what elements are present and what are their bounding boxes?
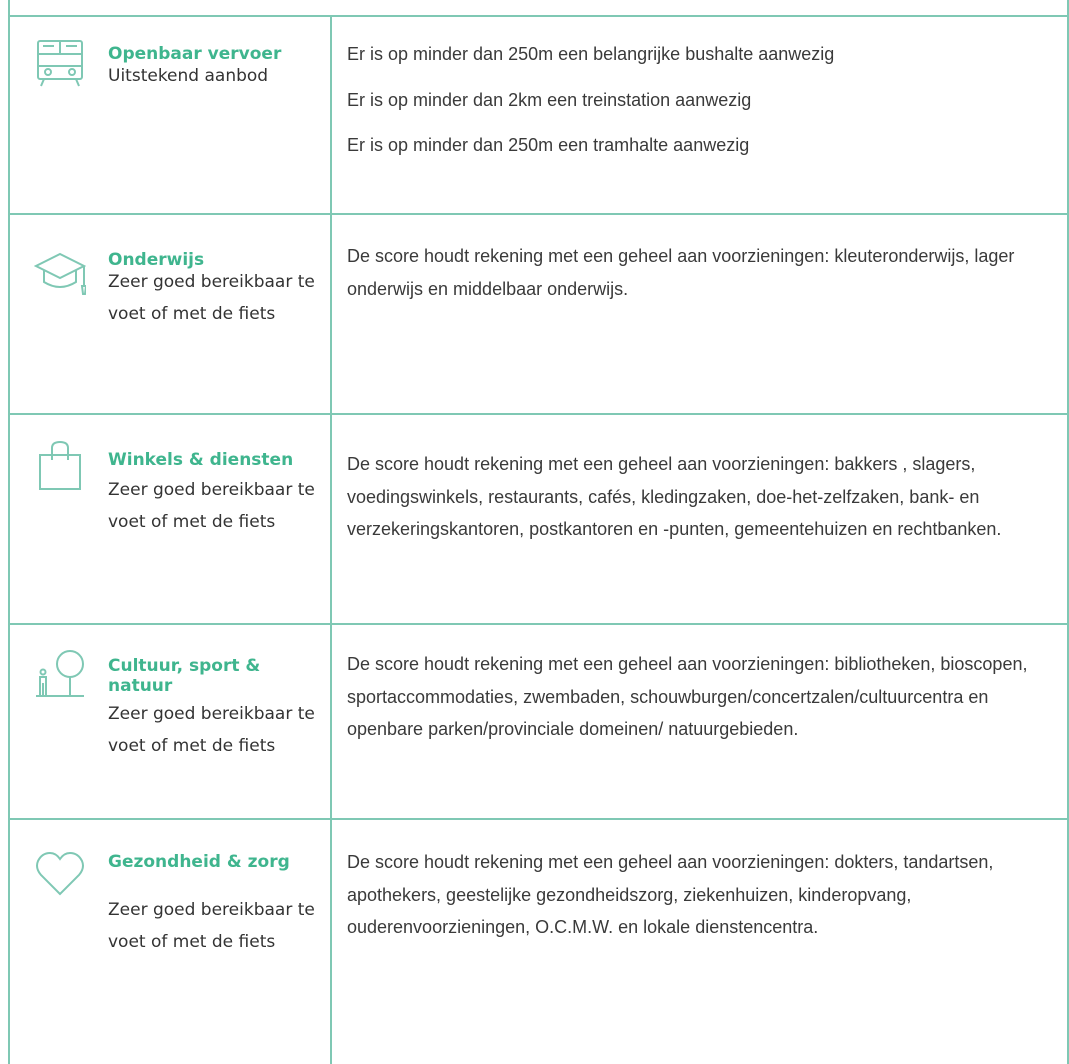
description-line: Er is op minder dan 250m een belangrijke bushalte aanwezig — [347, 44, 835, 64]
category-level: Zeer goed bereikbaar te voet of met de fiets — [108, 272, 315, 324]
heart-icon — [34, 848, 86, 900]
category-title: Winkels & diensten — [108, 450, 294, 470]
category-title: Openbaar vervoer — [108, 44, 282, 64]
category-level: Zeer goed bereikbaar te voet of met de fiets — [108, 900, 315, 952]
category-level: Zeer goed bereikbaar te voet of met de fiets — [108, 480, 315, 532]
shopping-bag-icon — [34, 440, 86, 492]
category-level: Uitstekend aanbod — [108, 66, 269, 86]
category-description: De score houdt rekening met een geheel aan voorzieningen: bibliotheken, bioscopen, sportaccommodaties, zwembaden, schouwburgen/concertzalen/cultuurcentra en openbare parken/provinciale domeinen/ natuurgebieden. — [347, 654, 1028, 739]
category-description: De score houdt rekening met een geheel aan voorzieningen: dokters, tandartsen, apothekers, geestelijke gezondheidszorg, ziekenhuizen, kinderopvang, ouderenvoorzieningen, O.C.M.W. en lokale dienstencentra. — [347, 852, 994, 937]
category-description: De score houdt rekening met een geheel aan voorzieningen: bakkers , slagers, voedingswinkels, restaurants, cafés, kledingzaken, doe-het-zelfzaken, bank- en verzekeringskantoren, postkantoren en -punten, gemeentehuizen en rechtbanken. — [347, 454, 1002, 539]
park-tree-icon — [34, 650, 86, 702]
description-line: Er is op minder dan 2km een treinstation aanwezig — [347, 89, 752, 110]
graduation-cap-icon — [34, 250, 86, 302]
category-description — [347, 38, 1037, 175]
category-title: Onderwijs — [108, 250, 205, 270]
category-title: Gezondheid & zorg — [108, 852, 290, 872]
description-line: Er is op minder dan 250m een tramhalte aanwezig — [347, 135, 750, 155]
category-description: De score houdt rekening met een geheel aan voorzieningen: kleuteronderwijs, lager onderwijs en middelbaar onderwijs. — [347, 246, 1015, 299]
bus-icon — [34, 38, 86, 90]
category-title: Cultuur, sport & natuur — [108, 656, 261, 696]
category-level: Zeer goed bereikbaar te voet of met de fiets — [108, 704, 315, 756]
